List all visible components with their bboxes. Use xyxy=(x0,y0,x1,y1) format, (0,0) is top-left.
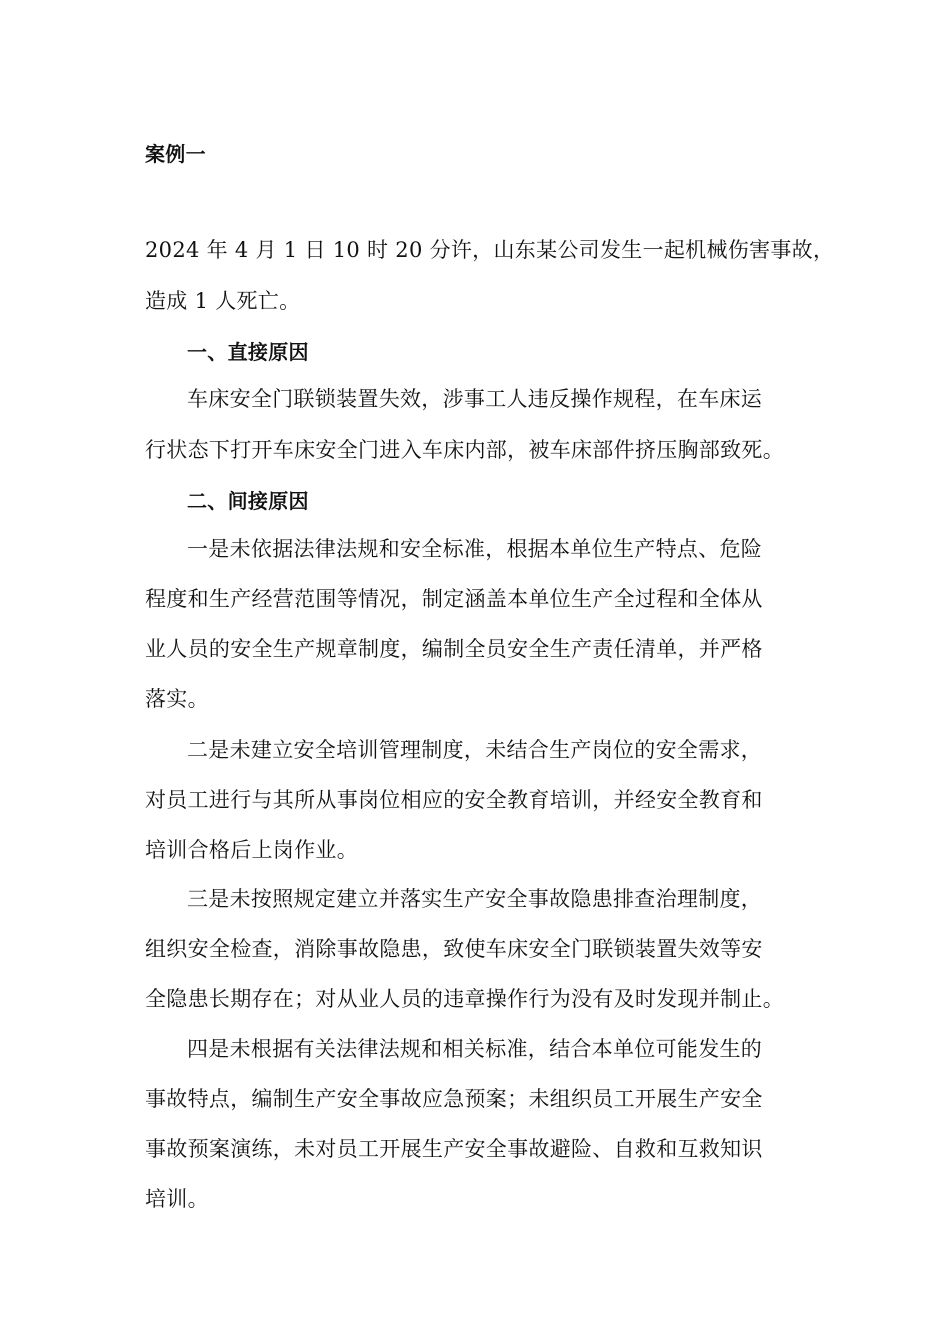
section2-p2-line-3: 培训合格后上岗作业。 xyxy=(145,838,358,862)
section2-p1-line-4: 落实。 xyxy=(145,687,209,711)
section1-line-2: 行状态下打开车床安全门进入车床内部，被车床部件挤压胸部致死。 xyxy=(145,438,784,462)
section2-p4-line-1: 四是未根据有关法律法规和相关标准，结合本单位可能发生的 xyxy=(187,1037,763,1061)
section2-p2-line-2: 对员工进行与其所从事岗位相应的安全教育培训，并经安全教育和 xyxy=(145,788,763,812)
section2-p4-line-2: 事故特点，编制生产安全事故应急预案；未组织员工开展生产安全 xyxy=(145,1087,763,1111)
intro-line-1: 2024 年 4 月 1 日 10 时 20 分许，山东某公司发生一起机械伤害事故， xyxy=(145,238,835,262)
section2-p4-line-3: 事故预案演练，未对员工开展生产安全事故避险、自救和互救知识 xyxy=(145,1137,763,1161)
section2-p1-line-1: 一是未依据法律法规和安全标准，根据本单位生产特点、危险 xyxy=(187,537,763,561)
section2-p3-line-1: 三是未按照规定建立并落实生产安全事故隐患排查治理制度， xyxy=(187,887,763,911)
section2-p4-line-4: 培训。 xyxy=(145,1187,209,1211)
section2-p3-line-2: 组织安全检查，消除事故隐患，致使车床安全门联锁装置失效等安 xyxy=(145,937,763,961)
case-title: 案例一 xyxy=(145,142,206,166)
section2-p1-line-2: 程度和生产经营范围等情况，制定涵盖本单位生产全过程和全体从 xyxy=(145,587,763,611)
section2-p1-line-3: 业人员的安全生产规章制度，编制全员安全生产责任清单，并严格 xyxy=(145,637,763,661)
section1-heading: 一、直接原因 xyxy=(187,340,309,364)
section2-p3-line-3: 全隐患长期存在；对从业人员的违章操作行为没有及时发现并制止。 xyxy=(145,987,784,1011)
section2-heading: 二、间接原因 xyxy=(187,489,309,513)
intro-line-2: 造成 1 人死亡。 xyxy=(145,289,301,313)
section1-line-1: 车床安全门联锁装置失效，涉事工人违反操作规程，在车床运 xyxy=(187,387,763,411)
section2-p2-line-1: 二是未建立安全培训管理制度，未结合生产岗位的安全需求， xyxy=(187,738,763,762)
